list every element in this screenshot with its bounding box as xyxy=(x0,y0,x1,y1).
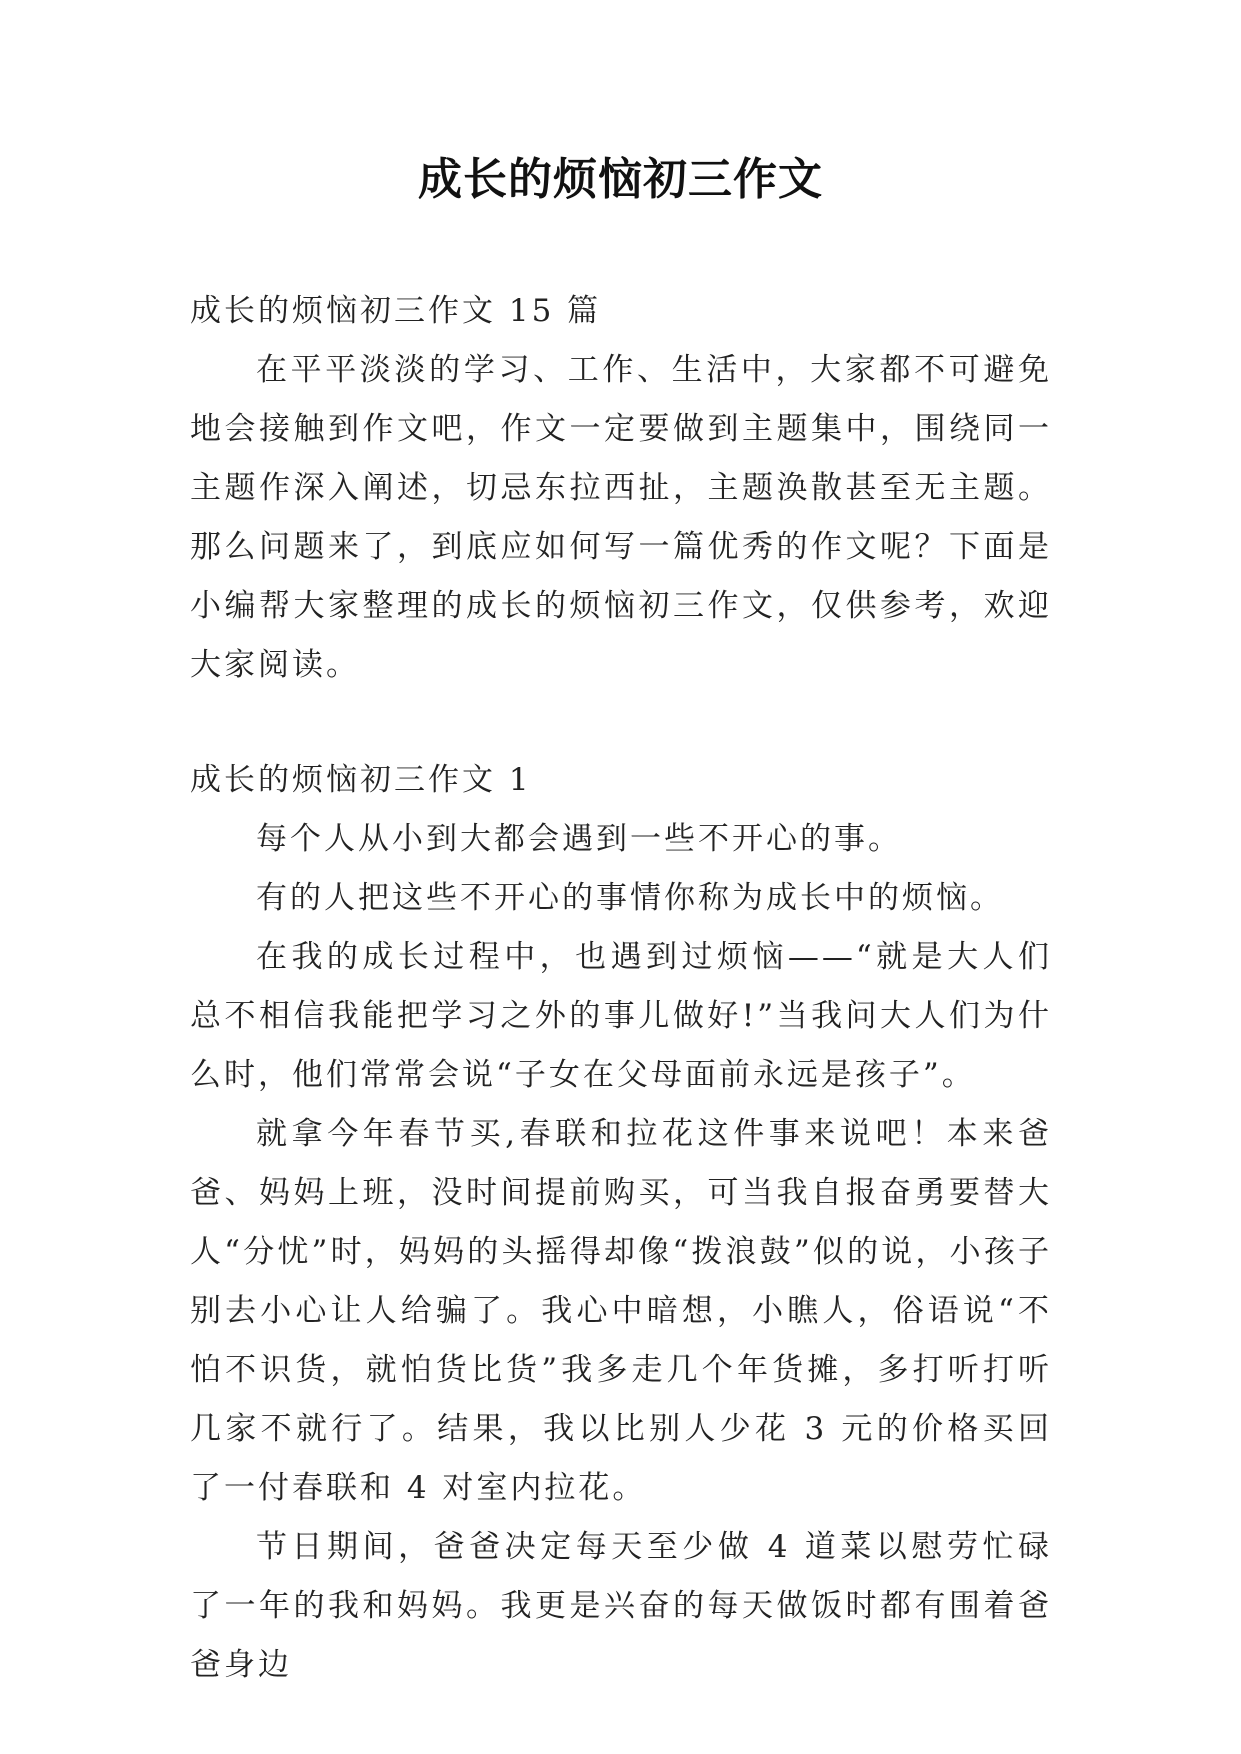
document-body xyxy=(190,282,1052,1695)
body-paragraph: 节日期间，爸爸决定每天至少做 4 道菜以慰劳忙碌了一年的我和妈妈。我更是兴奋的每天做饭时都有围着爸爸身边 xyxy=(190,1529,1052,1683)
section-heading: 成长的烦恼初三作文 1 xyxy=(190,762,532,798)
intro-heading: 成长的烦恼初三作文 15 篇 xyxy=(190,293,602,329)
intro-paragraph: 在平平淡淡的学习、工作、生活中，大家都不可避免地会接触到作文吧，作文一定要做到主题集中，围绕同一主题作深入阐述，切忌东拉西扯，主题涣散甚至无主题。那么问题来了，到底应如何写一篇优秀的作文呢？下面是小编帮大家整理的成长的烦恼初三作文，仅供参考，欢迎大家阅读。 xyxy=(190,352,1052,683)
body-paragraph: 在我的成长过程中，也遇到过烦恼——“就是大人们总不相信我能把学习之外的事儿做好!”当我问大人们为什么时，他们常常会说“子女在父母面前永远是孩子”。 xyxy=(190,939,1052,1093)
section-spacer xyxy=(190,695,1052,751)
body-paragraph: 有的人把这些不开心的事情你称为成长中的烦恼。 xyxy=(256,880,1004,916)
body-paragraph: 就拿今年春节买,春联和拉花这件事来说吧！本来爸爸、妈妈上班，没时间提前购买，可当我自报奋勇要替大人“分忧”时，妈妈的头摇得却像“拨浪鼓”似的说，小孩子别去小心让人给骗了。我心中暗想，小瞧人，俗语说“不怕不识货，就怕货比货”我多走几个年货摊，多打听打听几家不就行了。结果，我以比别人少花 3 元的价格买回了一付春联和 4 对室内拉花。 xyxy=(190,1116,1052,1506)
document-title: 成长的烦恼初三作文 xyxy=(418,154,823,205)
body-paragraph: 每个人从小到大都会遇到一些不开心的事。 xyxy=(256,821,902,857)
